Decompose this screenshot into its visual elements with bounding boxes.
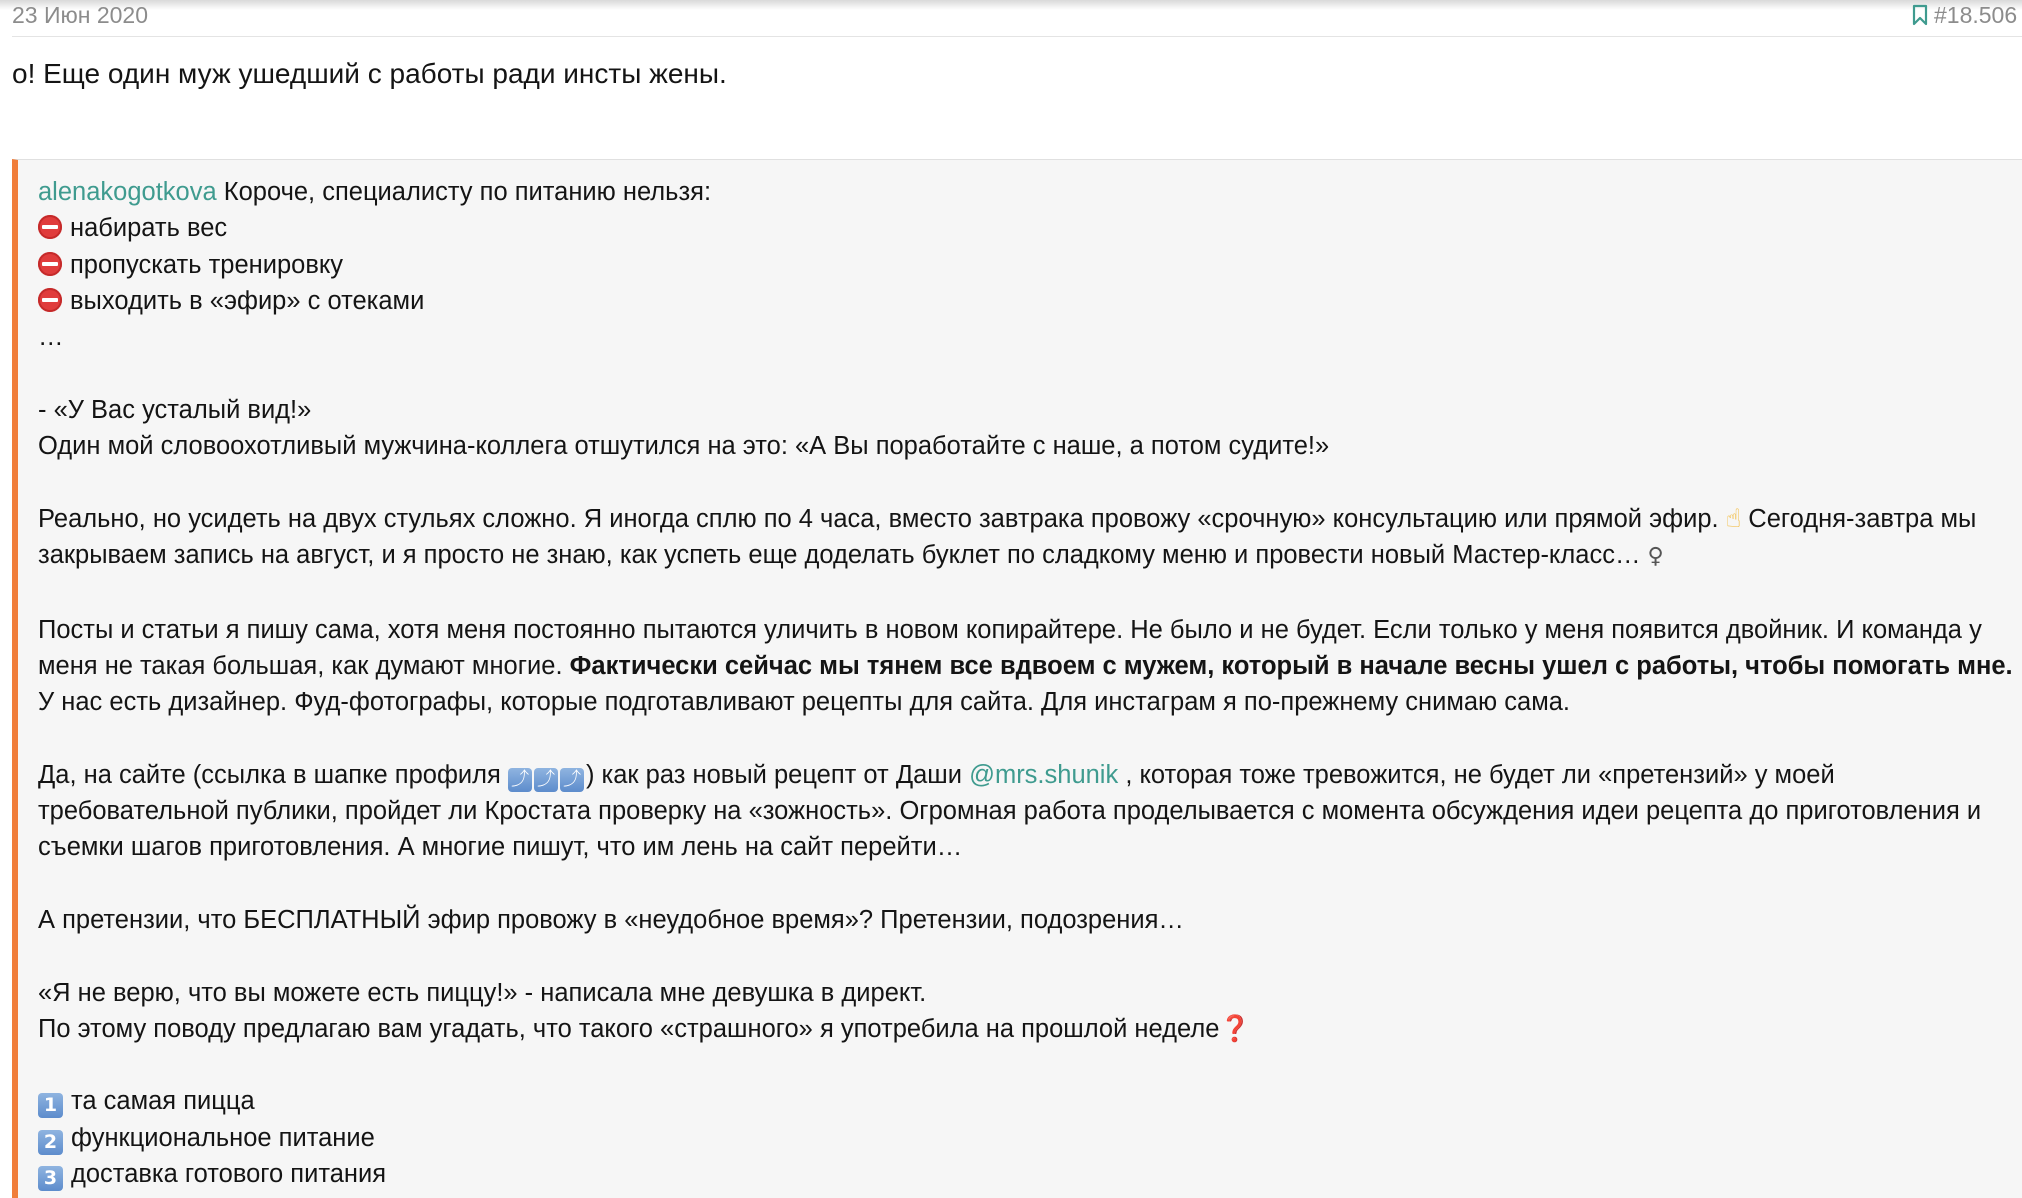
quote-paragraph-4: Да, на сайте (ссылка в шапке профиля ⤴ ⤴ ⤴ ) как раз новый рецепт от Даши @mrs.shunik , которая тоже тревожится, не будет ли «претензий» у моей требовательной публики, пройдет ли Кростата проверку на «зожность». Огромная работа проделывается с момента обсуждения идеи рецепта до приготовления и съемки шагов приготовления. А многие пишут, что им лень на сайт перейти…	[38, 760, 1982, 862]
quote-block	[12, 159, 2022, 1198]
post-number[interactable]	[1912, 1, 2022, 29]
top-shadow	[0, 0, 2022, 10]
no-entry-icon	[38, 252, 62, 276]
quote-paragraph-1-line-2: Один мой словоохотливый мужчина-коллега отшутился на это: «А Вы поработайте с наше, а потом судите!»	[38, 432, 1330, 461]
post-date[interactable]: 23 Июн 2020	[12, 2, 149, 28]
quote-paragraph-2: Реально, но усидеть на двух стульях сложно. Я иногда сплю по 4 часа, вместо завтрака провожу «срочную» консультацию или прямой эфир. ☝ Сегодня-завтра мы закрываем запись на август, и я просто не знаю, как успеть еще доделать буклет по сладкому меню и провести новый Мастер-класс… ♀	[38, 503, 1977, 569]
quote-intro: alenakogotkova Короче, специалисту по питанию нельзя:	[38, 178, 712, 206]
arrow-up-icon: ⤴	[560, 768, 584, 792]
post-number-label[interactable]: #18.506	[1934, 2, 2018, 28]
option-item: 3 доставка готового питания	[38, 1156, 2022, 1192]
arrow-up-icon: ⤴	[508, 768, 532, 792]
quote-paragraph-5: А претензии, что БЕСПЛАТНЫЙ эфир провожу в «неудобное время»? Претензии, подозрения…	[38, 905, 1184, 934]
bookmark-icon[interactable]	[1912, 4, 1928, 26]
quote-username-link[interactable]: alenakogotkova	[38, 178, 217, 206]
no-entry-icon	[38, 288, 62, 312]
keycap-3-icon: 3	[38, 1166, 63, 1191]
pointing-finger-icon: ☝	[1725, 503, 1742, 534]
no-entry-icon	[38, 215, 62, 239]
ellipsis-line: …	[38, 323, 64, 352]
quote-paragraph-3: Посты и статьи я пишу сама, хотя меня постоянно пытаются уличить в новом копирайтере. Не было и не будет. Если только у меня появится двойник. И команда у меня не такая большая, как думают многие. Фактически сейчас мы тянем все вдвоем с мужем, который в начале весны ушел с работы, чтобы помогать мне. У нас есть дизайнер. Фуд-фотографы, которые подготавливают рецепты для сайта. Для инстаграм я по-прежнему снимаю сама.	[38, 615, 2013, 717]
keycap-2-icon: 2	[38, 1130, 63, 1155]
quote-paragraph-6-line-1: «Я не верю, что вы можете есть пиццу!» - написала мне девушка в директ.	[38, 978, 927, 1007]
female-sign-icon: ♀	[1647, 543, 1664, 569]
forbidden-item: выходить в «эфир» с отеками	[38, 283, 2022, 319]
arrow-up-icon: ⤴	[534, 768, 558, 792]
quote-paragraph-1-line-1: - «У Вас усталый вид!»	[38, 395, 312, 424]
forbidden-item: пропускать тренировку	[38, 247, 2022, 283]
header-divider	[12, 36, 2022, 37]
mention-link[interactable]: @mrs.shunik	[969, 760, 1119, 789]
option-item: 1 та самая пицца	[38, 1083, 2022, 1119]
keycap-1-icon: 1	[38, 1093, 63, 1118]
option-item: 2 функциональное питание	[38, 1120, 2022, 1156]
post-body-text: о! Еще один муж ушедший с работы ради инсты жены.	[12, 58, 727, 89]
bold-highlight: Фактически сейчас мы тянем все вдвоем с мужем, который в начале весны ушел с работы, чтобы помогать мне.	[569, 651, 2013, 680]
question-mark-icon: ❓	[1219, 1014, 1252, 1043]
quote-paragraph-6-line-2: По этому поводу предлагаю вам угадать, что такого «страшного» я употребила на прошлой неделе❓	[38, 1014, 1252, 1043]
forbidden-item: набирать вес	[38, 210, 2022, 246]
